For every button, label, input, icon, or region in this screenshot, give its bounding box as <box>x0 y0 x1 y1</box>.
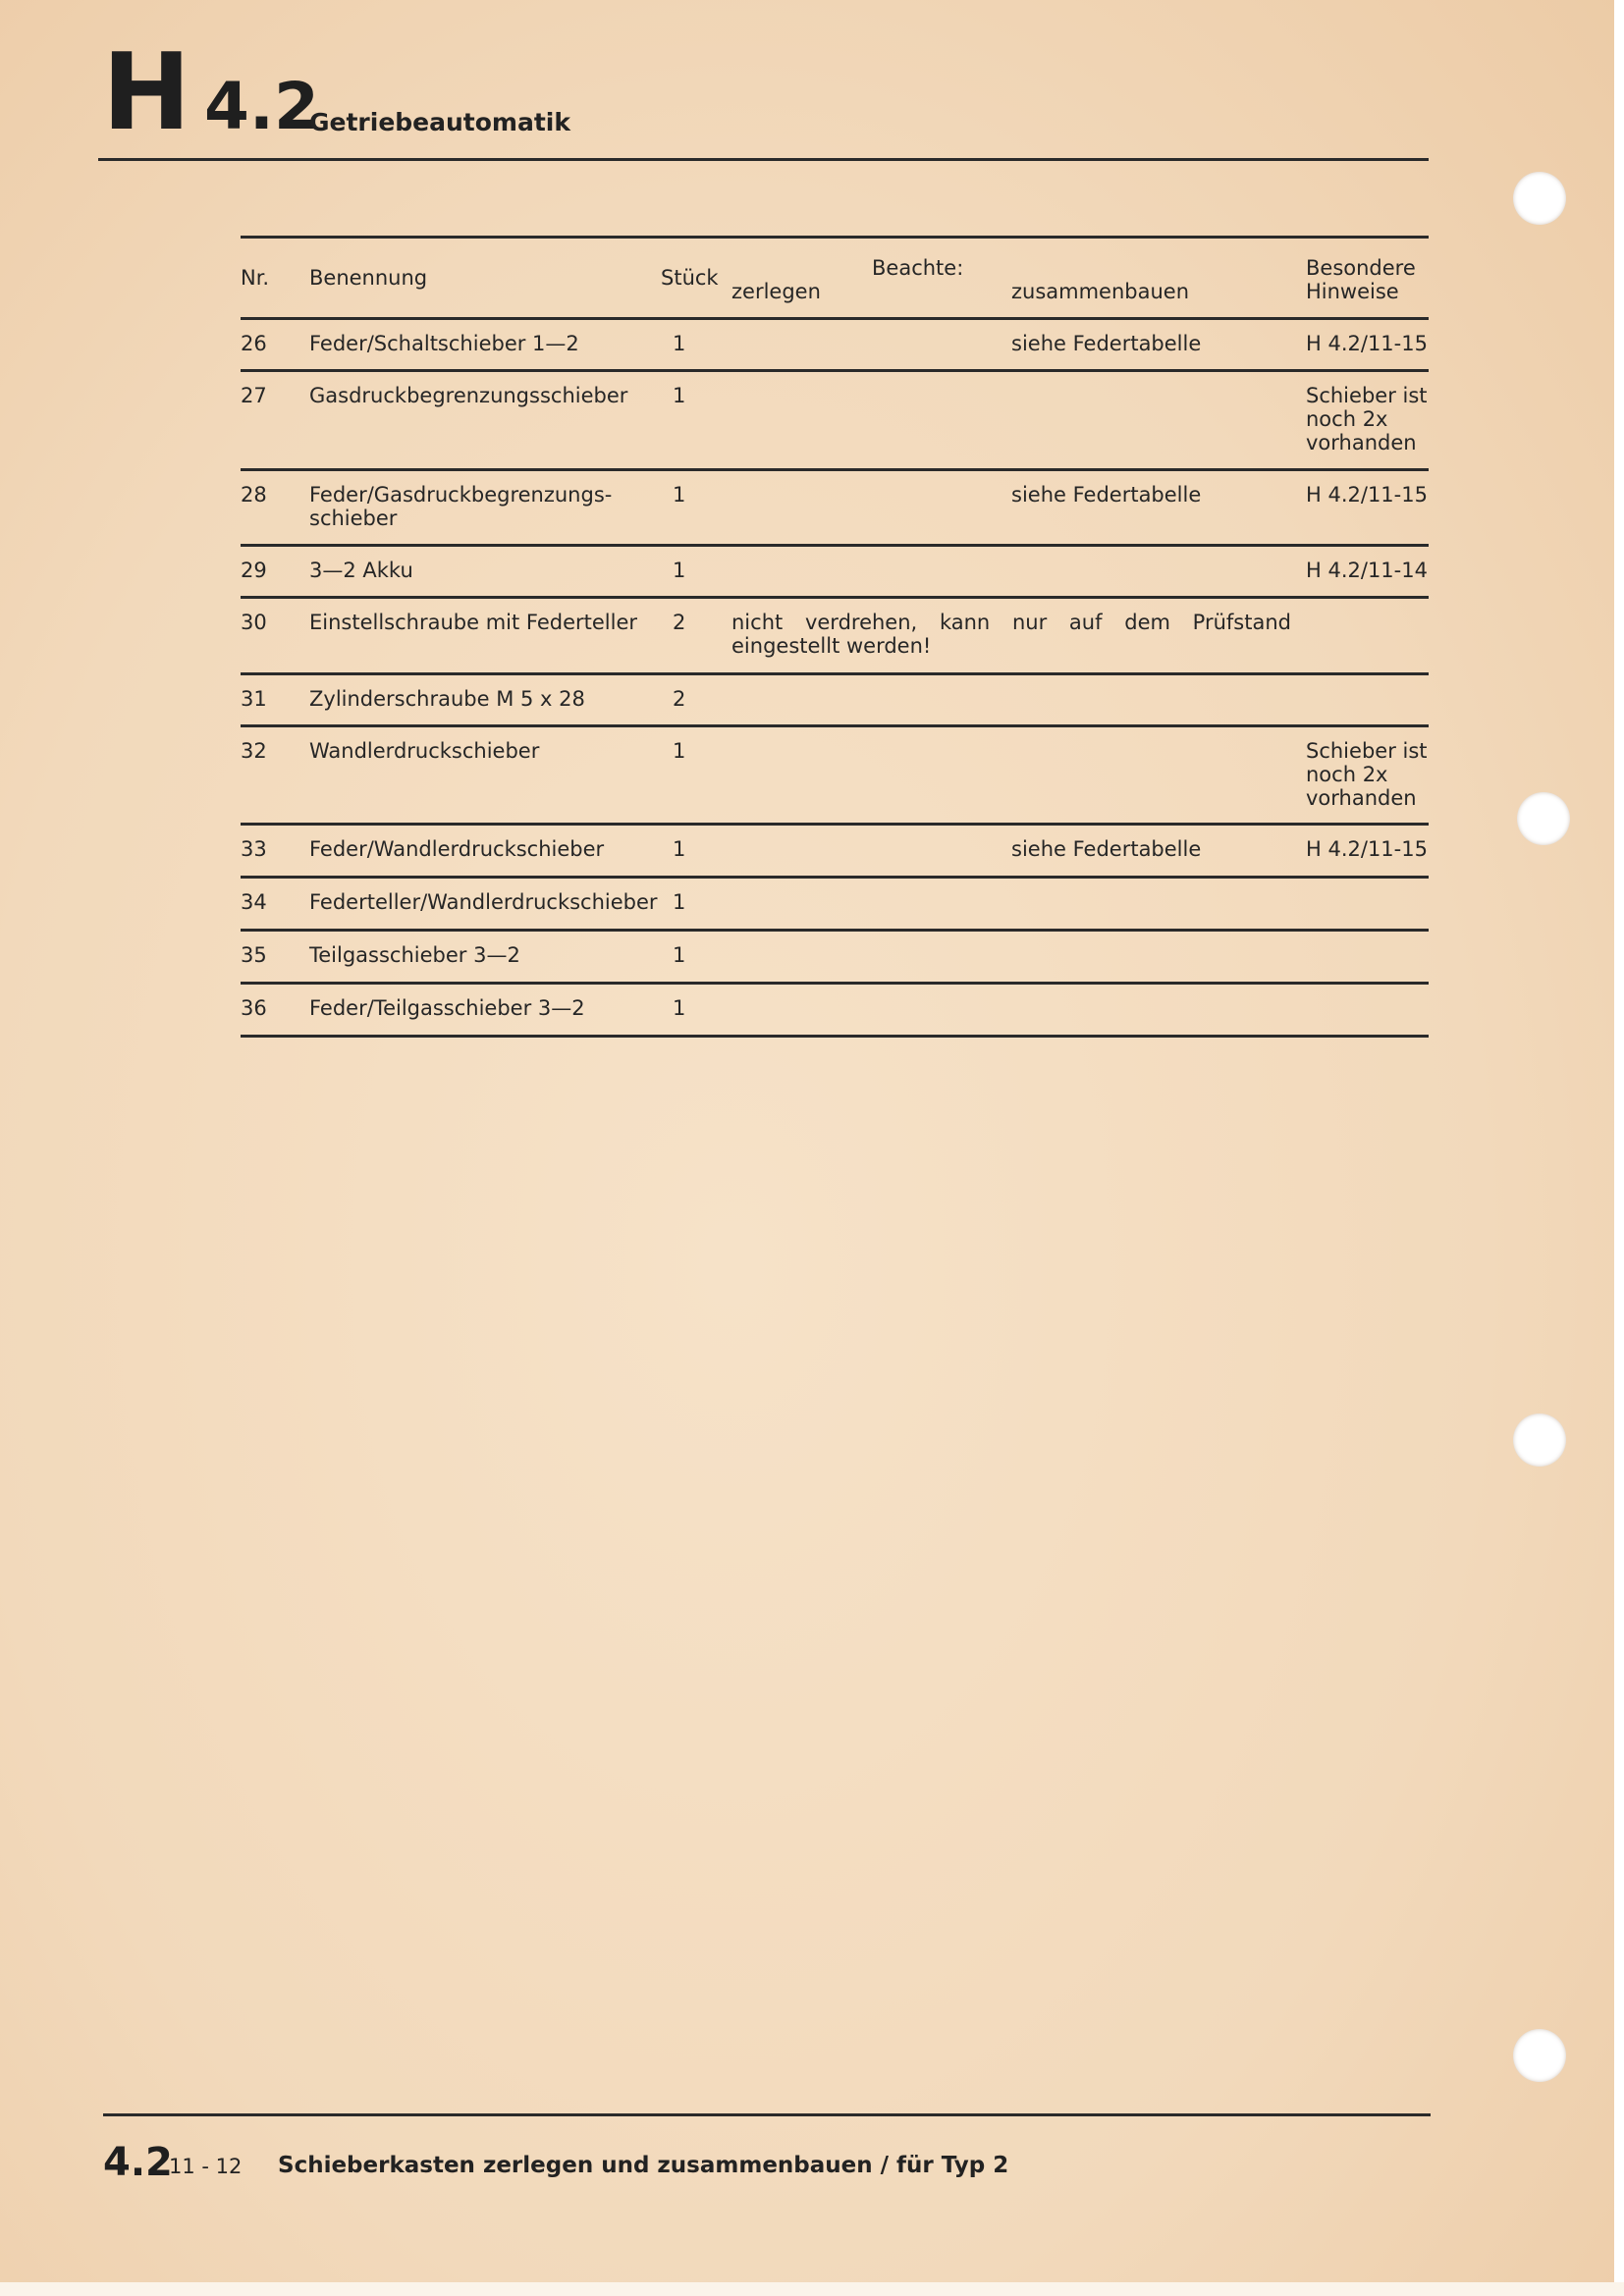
parts-table <box>241 236 1429 1038</box>
header-hinweise-line2: Hinweise <box>1306 280 1399 303</box>
cell-nr: 28 <box>241 483 267 507</box>
cell-benennung: Feder/Teilgasschieber 3—2 <box>309 996 585 1020</box>
header-beachte: Beachte: <box>872 256 964 280</box>
header-title: Getriebeautomatik <box>309 108 570 136</box>
cell-stueck: 1 <box>673 384 686 407</box>
punch-hole <box>1513 2029 1566 2082</box>
cell-nr: 29 <box>241 559 267 582</box>
cell-stueck: 2 <box>673 687 686 711</box>
table-row <box>241 727 1429 826</box>
footer-page-number: 11 - 12 <box>169 2155 243 2178</box>
cell-hinweise: Schieber ist noch 2x vorhanden <box>1306 739 1428 810</box>
header-zusammenbauen: zusammenbauen <box>1011 280 1190 303</box>
cell-stueck: 1 <box>673 837 686 861</box>
cell-stueck: 2 <box>673 611 686 634</box>
cell-zerlegen: nicht verdrehen, kann nur auf dem Prüfstand eingestellt werden! <box>731 611 1291 658</box>
header-section-number: 4.2 <box>204 69 319 144</box>
page-bottom-edge <box>0 2282 1624 2296</box>
cell-nr: 31 <box>241 687 267 711</box>
cell-hinweise: H 4.2/11-15 <box>1306 332 1428 355</box>
table-row <box>241 372 1429 471</box>
header-stueck: Stück <box>661 266 719 290</box>
header-rule <box>98 158 1429 161</box>
cell-nr: 30 <box>241 611 267 634</box>
cell-zusammenbauen: siehe Federtabelle <box>1011 837 1202 861</box>
cell-benennung: Zylinderschraube M 5 x 28 <box>309 687 585 711</box>
punch-hole <box>1513 1414 1566 1467</box>
cell-hinweise: H 4.2/11-15 <box>1306 483 1428 507</box>
page-right-edge <box>1614 0 1624 2296</box>
cell-nr: 27 <box>241 384 267 407</box>
cell-nr: 32 <box>241 739 267 763</box>
header-zerlegen: zerlegen <box>731 280 821 303</box>
footer-rule <box>103 2113 1431 2116</box>
cell-benennung: Feder/Gasdruckbegrenzungs-schieber <box>309 483 613 530</box>
cell-benennung: 3—2 Akku <box>309 559 413 582</box>
table-header <box>241 236 1429 320</box>
cell-zusammenbauen: siehe Federtabelle <box>1011 332 1202 355</box>
table-row <box>241 826 1429 879</box>
header-hinweise-line1: Besondere <box>1306 256 1416 280</box>
table-row <box>241 985 1429 1038</box>
footer-section-number: 4.2 <box>103 2140 173 2185</box>
table-row <box>241 879 1429 932</box>
cell-nr: 36 <box>241 996 267 1020</box>
table-row <box>241 599 1429 675</box>
footer-title: Schieberkasten zerlegen und zusammenbauen / für Typ 2 <box>278 2153 1009 2178</box>
table-row <box>241 675 1429 727</box>
header-benennung: Benennung <box>309 266 428 290</box>
cell-nr: 34 <box>241 890 267 914</box>
cell-hinweise: H 4.2/11-14 <box>1306 559 1428 582</box>
table-row <box>241 932 1429 985</box>
cell-stueck: 1 <box>673 739 686 763</box>
header-nr: Nr. <box>241 266 270 290</box>
cell-nr: 33 <box>241 837 267 861</box>
cell-hinweise: H 4.2/11-15 <box>1306 837 1428 861</box>
cell-benennung: Feder/Schaltschieber 1—2 <box>309 332 579 355</box>
table-row <box>241 471 1429 547</box>
cell-benennung: Wandlerdruckschieber <box>309 739 540 763</box>
cell-zusammenbauen: siehe Federtabelle <box>1011 483 1202 507</box>
cell-benennung: Feder/Wandlerdruckschieber <box>309 837 605 861</box>
cell-benennung: Federteller/Wandlerdruckschieber <box>309 890 658 914</box>
cell-benennung: Teilgasschieber 3—2 <box>309 943 520 967</box>
cell-stueck: 1 <box>673 332 686 355</box>
cell-stueck: 1 <box>673 559 686 582</box>
cell-nr: 35 <box>241 943 267 967</box>
header-letter: H <box>102 31 189 154</box>
cell-stueck: 1 <box>673 483 686 507</box>
punch-hole <box>1513 172 1566 225</box>
table-row <box>241 547 1429 599</box>
cell-nr: 26 <box>241 332 267 355</box>
table-row <box>241 320 1429 372</box>
cell-benennung: Einstellschraube mit Federteller <box>309 611 638 634</box>
page-header <box>98 31 1434 154</box>
cell-stueck: 1 <box>673 943 686 967</box>
cell-stueck: 1 <box>673 890 686 914</box>
punch-hole <box>1517 792 1570 845</box>
cell-hinweise: Schieber ist noch 2x vorhanden <box>1306 384 1428 454</box>
cell-stueck: 1 <box>673 996 686 1020</box>
cell-benennung: Gasdruckbegrenzungsschieber <box>309 384 628 407</box>
